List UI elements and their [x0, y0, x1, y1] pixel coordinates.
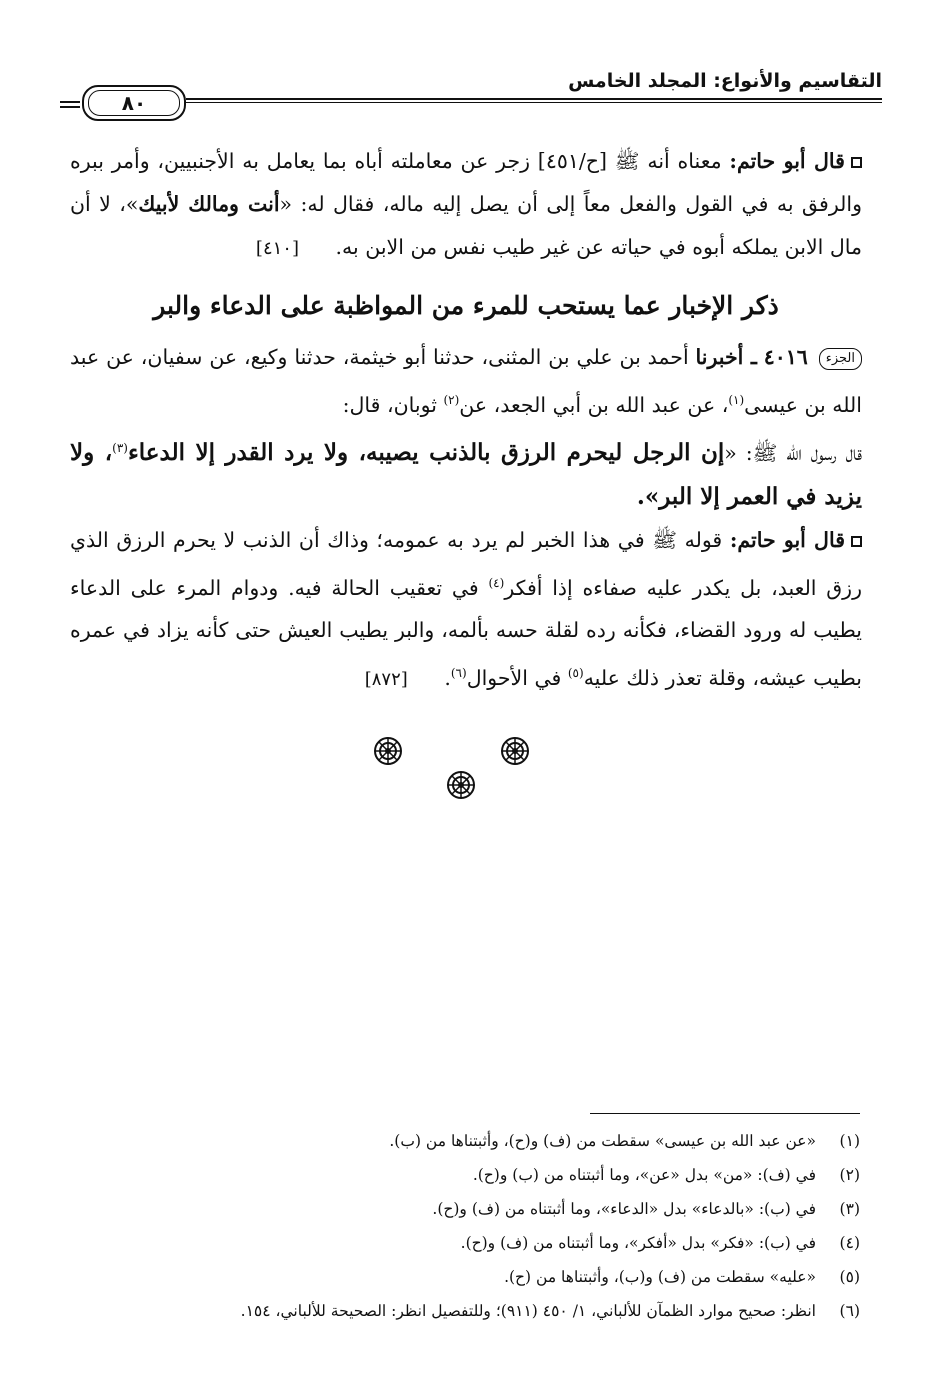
running-header: [60, 62, 882, 122]
matn-close: ».: [636, 482, 660, 510]
square-marker-icon: [851, 536, 862, 547]
reference-number: [٨٧٢]: [364, 669, 408, 691]
header-rule: [186, 98, 882, 100]
matn-text: إن الرجل ليحرم الرزق بالذنب يصيبه، ولا يرد القدر إلا الدعاء: [127, 438, 725, 466]
footnote-number: (٣): [839, 1200, 860, 1218]
hadith-number: ٤٠١٦: [763, 345, 808, 369]
flower-ornament-icon: [373, 736, 403, 766]
footnote-item: [70, 1294, 860, 1328]
footnote-ref[interactable]: (٦): [450, 666, 467, 681]
footnote-ref[interactable]: (٣): [112, 440, 128, 455]
page-number: ٨٠: [88, 90, 180, 116]
hadith-matn: [70, 427, 862, 519]
isnad-text: ثوبان، قال:: [342, 392, 444, 417]
footnote-ref[interactable]: (١): [728, 393, 745, 407]
flower-ornament-icon: [446, 770, 476, 800]
commentary-text-after: »، لا أن مال الابن يملكه أبوه في حياته عن غير طيب نفس من الابن به.: [70, 192, 862, 259]
section-end-ornaments: [0, 736, 944, 806]
isnad-text: ، عن عبد الله بن أبي الجعد، عن: [459, 392, 729, 417]
chapter-heading: ذكر الإخبار عما يستحب للمرء من المواظبة على الدعاء والبر: [153, 291, 779, 320]
header-dash: [60, 101, 80, 103]
square-marker-icon: [851, 157, 862, 168]
reference-number: [٤١٠]: [255, 238, 299, 259]
main-text: [70, 140, 862, 701]
footnote-number: (٤): [839, 1234, 860, 1252]
commentary-text: معناه أنه ﷺ [ح/٤٥١] زجر عن معاملته أباه بما يعامل به الأجنبيين، وأمر ببره والرفق به في القول والفعل معاً إلى أن يصل إليه ماله، فقال له: «: [70, 149, 862, 216]
akhbarana: ـ أخبرنا: [695, 345, 757, 369]
footnote-text: في (ب): «فكر» بدل «أفكر»، وما أثبتناه من (ف) و(ح).: [460, 1234, 816, 1252]
footnote-item: [70, 1124, 860, 1158]
footnotes: [70, 1124, 860, 1328]
hadith-badge: الجزء: [819, 348, 862, 370]
footnote-text: في (ف): «من» بدل «عن»، وما أثبتناه من (ب) و(ح).: [472, 1166, 816, 1184]
running-header-title: التقاسيم والأنواع: المجلد الخامس: [568, 70, 882, 92]
commentary-paragraph: [70, 140, 862, 270]
footnote-text: «عليه» سقطت من (ف) و(ب)، وأثبتناها من (ح).: [504, 1268, 816, 1286]
footnote-ref[interactable]: (٤): [488, 575, 505, 590]
commentary-text: في الأحوال: [466, 666, 568, 691]
footnote-separator: [590, 1113, 860, 1114]
footnote-item: [70, 1192, 860, 1226]
footnote-number: (٢): [839, 1166, 860, 1184]
footnote-item: [70, 1260, 860, 1294]
footnote-ref[interactable]: (٥): [567, 666, 584, 681]
matn-text: ، ولا يزيد في العمر إلا البر: [70, 438, 862, 510]
isnad-text: أحمد بن علي بن المثنى، حدثنا أبو خيثمة، حدثنا وكيع، عن سفيان، عن عبد الله بن عيسى: [70, 345, 862, 417]
header-rule-thin: [186, 102, 882, 103]
qala-text: قال رسول الله ﷺ: «: [724, 440, 862, 465]
quoted-hadith: أنت ومالك لأبيك: [138, 192, 280, 216]
flower-ornament-icon: [500, 736, 530, 766]
footnote-number: (١): [839, 1132, 860, 1150]
hadith-isnad: [70, 336, 862, 427]
page-number-frame: [82, 85, 186, 121]
abu-hatim-label: قال أبو حاتم:: [729, 149, 845, 173]
footnote-number: (٦): [839, 1302, 860, 1320]
footnote-text: في (ب): «بالدعاء» بدل «الدعاء»، وما أثبتناه من (ف) و(ح).: [432, 1200, 816, 1218]
footnote-item: [70, 1226, 860, 1260]
abu-hatim-label: قال أبو حاتم:: [729, 527, 845, 552]
footnote-text: انظر: صحيح موارد الظمآن للألباني، ١/ ٤٥٠ (٩١١)؛ وللتفصيل انظر: الصحيحة للألباني، ١٥٤.: [240, 1302, 816, 1320]
commentary-paragraph: [70, 519, 862, 702]
footnote-ref[interactable]: (٢): [443, 393, 460, 407]
commentary-text: .: [444, 666, 451, 691]
header-dash: [60, 106, 80, 108]
footnote-text: «عن عبد الله بن عيسى» سقطت من (ف) و(ح)، وأثبتناها من (ب).: [389, 1132, 816, 1150]
commentary-text: قوله ﷺ في هذا الخبر لم يرد به عمومه؛ وذاك أن الذنب لا يحرم الرزق الذي رزق العبد، بل يكدر عليه صفاءه إذا أفكر: [70, 527, 862, 600]
commentary-text: في تعقيب الحالة فيه. ودوام المرء على الدعاء يطيب له ورود القضاء، فكأنه رده لقلة حسه بألمه، والبر يطيب العيش حتى كأنه يزاد في عمره بطيب عيشه، وقلة تعذر ذلك عليه: [70, 575, 862, 691]
footnote-number: (٥): [839, 1268, 860, 1286]
footnote-item: [70, 1158, 860, 1192]
